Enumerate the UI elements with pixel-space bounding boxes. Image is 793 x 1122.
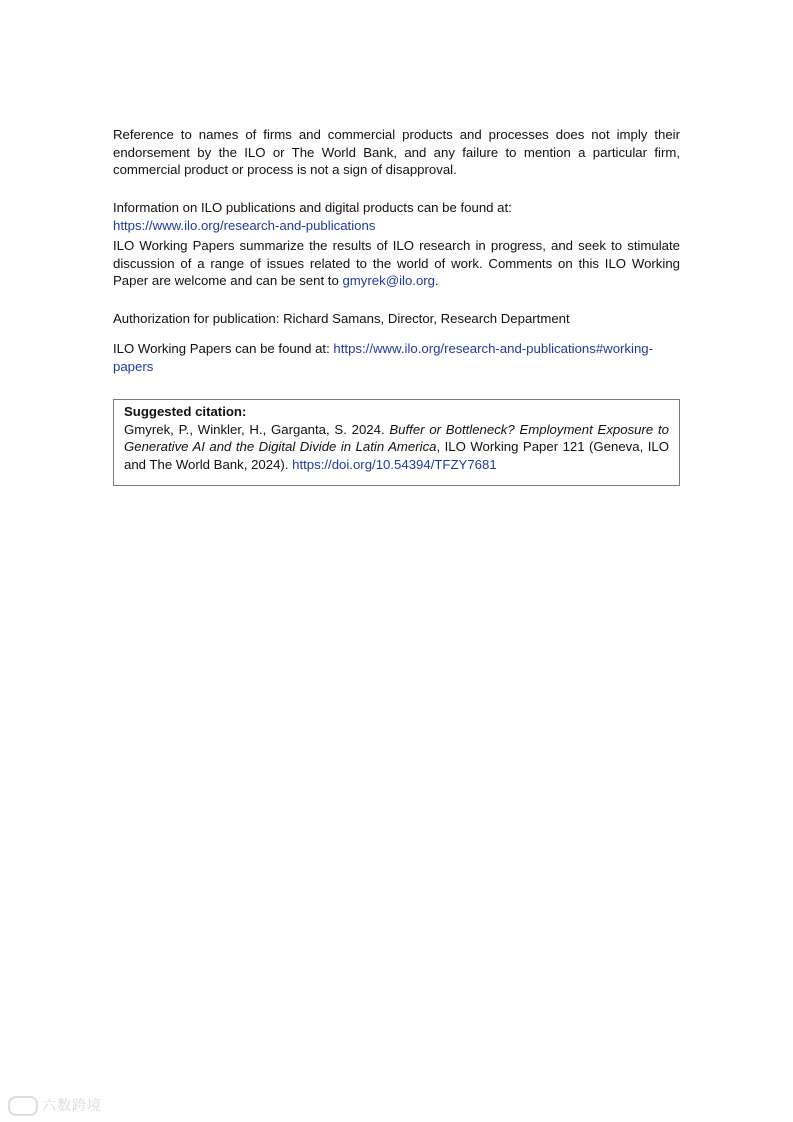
working-papers-location-paragraph	[113, 340, 680, 375]
watermark	[8, 1096, 102, 1116]
working-papers-text: ILO Working Papers summarize the results of ILO research in progress, and seek to stimulate discussion of a range of issues related to the world of work. Comments on this ILO Working Paper are welcome and can be sent to	[113, 238, 680, 289]
working-papers-end: .	[435, 273, 439, 289]
publications-info-paragraph	[113, 199, 680, 234]
watermark-text: 六数跨境	[42, 1098, 102, 1114]
watermark-logo-icon	[8, 1096, 38, 1116]
working-papers-location-text: ILO Working Papers can be found at:	[113, 341, 334, 356]
disclaimer-paragraph	[113, 126, 680, 179]
citation-work-title: Buffer or Bottleneck? Employment Exposure to Generative AI and the Digital Divide in Latin America	[124, 421, 669, 455]
disclaimer-text: Reference to names of firms and commercial products and processes does not imply their endorsement by the ILO or The World Bank, and any failure to mention a particular firm, commercial product or process is not a sign of disapproval.	[113, 127, 680, 178]
working-papers-link[interactable]: https://www.ilo.org/research-and-publications#working-papers	[113, 341, 653, 374]
contact-email-link[interactable]: gmyrek@ilo.org	[342, 273, 436, 289]
citation-authors: Gmyrek, P., Winkler, H., Garganta, S. 2024.	[124, 421, 390, 437]
publications-link[interactable]: https://www.ilo.org/research-and-publications	[113, 217, 376, 233]
citation-title: Suggested citation:	[124, 404, 247, 419]
suggested-citation-box	[113, 399, 680, 486]
citation-body	[124, 421, 669, 474]
authorization-paragraph	[113, 310, 680, 328]
working-papers-paragraph	[113, 237, 680, 290]
authorization-text: Authorization for publication: Richard Samans, Director, Research Department	[113, 311, 570, 326]
citation-details: , ILO Working Paper 121 (Geneva, ILO and The World Bank, 2024).	[124, 439, 669, 472]
citation-doi-link[interactable]: https://doi.org/10.54394/TFZY7681	[292, 456, 497, 472]
publications-info-text: Information on ILO publications and digital products can be found at:	[113, 200, 512, 215]
